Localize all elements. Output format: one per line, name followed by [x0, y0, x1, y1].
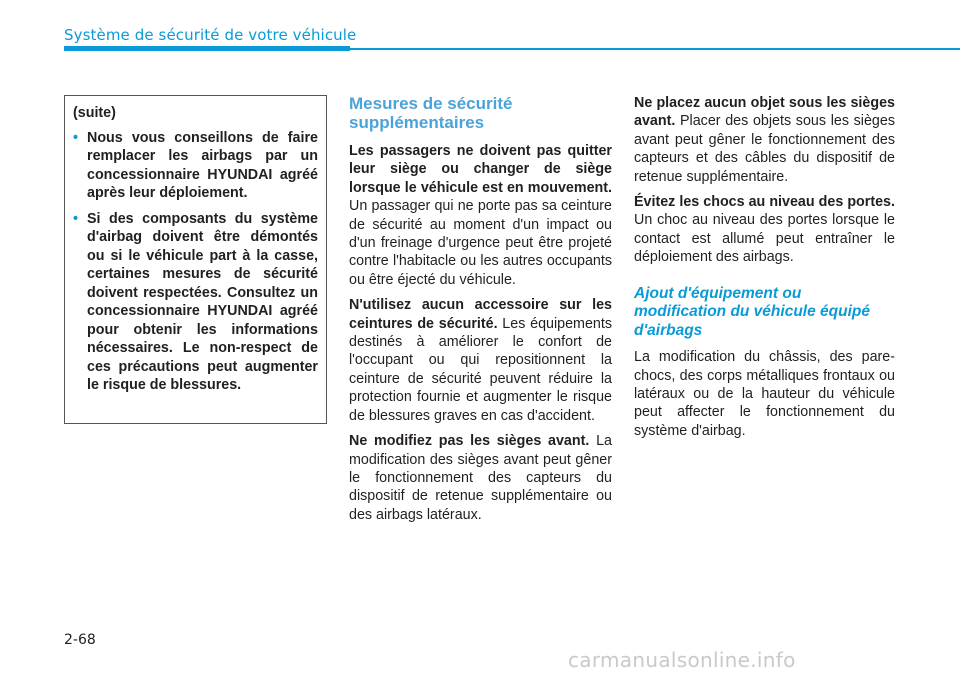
paragraph-lead: Les passagers ne doivent pas quitter leur siège ou changer de siège lorsque le véhicule est en mouvement. — [349, 143, 612, 196]
header-rule-thin — [350, 48, 960, 50]
section-heading: Mesures de sécurité supplémentaires — [349, 94, 513, 132]
note-item-text: Nous vous conseillons de faire remplacer les airbags par un concessionnaire HYUNDAI agréé après leur déploiement. — [87, 129, 318, 201]
page-number: 2-68 — [64, 632, 96, 648]
paragraph — [349, 296, 612, 425]
paragraph-text: Les équipements destinés à améliorer le confort de l'occupant ou qui repositionnent la ceinture de sécurité peuvent réduire la protection fournie et augmenter le risque de blessures graves en cas d'accident. — [349, 315, 612, 424]
note-heading: (suite) — [73, 105, 116, 121]
subsection-heading: Ajout d'équipement ou modification du véhicule équipé d'airbags — [634, 284, 870, 339]
bullet-icon: • — [73, 129, 79, 146]
paragraph-lead: N'utilisez aucun accessoire sur les ceintures de sécurité. — [349, 297, 612, 332]
chapter-title: Système de sécurité de votre véhicule — [64, 26, 357, 44]
bullet-icon: • — [73, 210, 79, 227]
subsection-text: La modification du châssis, des pare-chocs, des corps métalliques frontaux ou latéraux ou de la hauteur du véhicule peut affecter le fonctionnement du système d'airbag. — [634, 349, 895, 439]
note-item-text: Si des composants du système d'airbag doivent être démontés ou si le véhicule part à la casse, certaines mesures de sécurité doivent respectées. Consultez un concessionnaire HYUNDAI agréé pour obtenir les informations nécessaires. Le non-respect de ces précautions peut augmenter le risque de blessures. — [87, 210, 318, 393]
paragraph — [634, 94, 895, 186]
middle-column — [349, 94, 612, 531]
note-item — [73, 129, 318, 203]
paragraph — [349, 432, 612, 524]
note-list — [73, 129, 318, 395]
right-column — [634, 94, 895, 447]
header-rule-thick — [64, 46, 350, 51]
paragraph-lead: Évitez les chocs au niveau des portes. — [634, 194, 895, 211]
paragraph-text: Placer des objets sous les sièges avant peut gêner le fonctionnement des capteurs et des câbles du dispositif de retenue supplémentaire. — [634, 113, 895, 185]
note-item — [73, 210, 318, 395]
paragraph-text: Un choc au niveau des portes lorsque le contact est allumé peut entraîner le déploiement des airbags. — [634, 212, 895, 266]
watermark: carmanualsonline.info — [568, 648, 796, 672]
paragraph-lead: Ne placez aucun objet sous les sièges avant. — [634, 95, 895, 130]
paragraph — [634, 193, 895, 267]
paragraph — [349, 142, 612, 289]
paragraph-text: Un passager qui ne porte pas sa ceinture de sécurité au moment d'un impact ou d'un freinage d'urgence peut être projeté contre l'habitacle ou les autres occupants ou être éjecté du véhicule. — [349, 198, 612, 288]
paragraph-text: La modification des sièges avant peut gêner le fonctionnement des capteurs du dispositif de retenue supplémentaire ou des airbags latéraux. — [349, 433, 612, 523]
paragraph-lead: Ne modifiez pas les sièges avant. — [349, 433, 590, 450]
note-box — [64, 95, 327, 424]
